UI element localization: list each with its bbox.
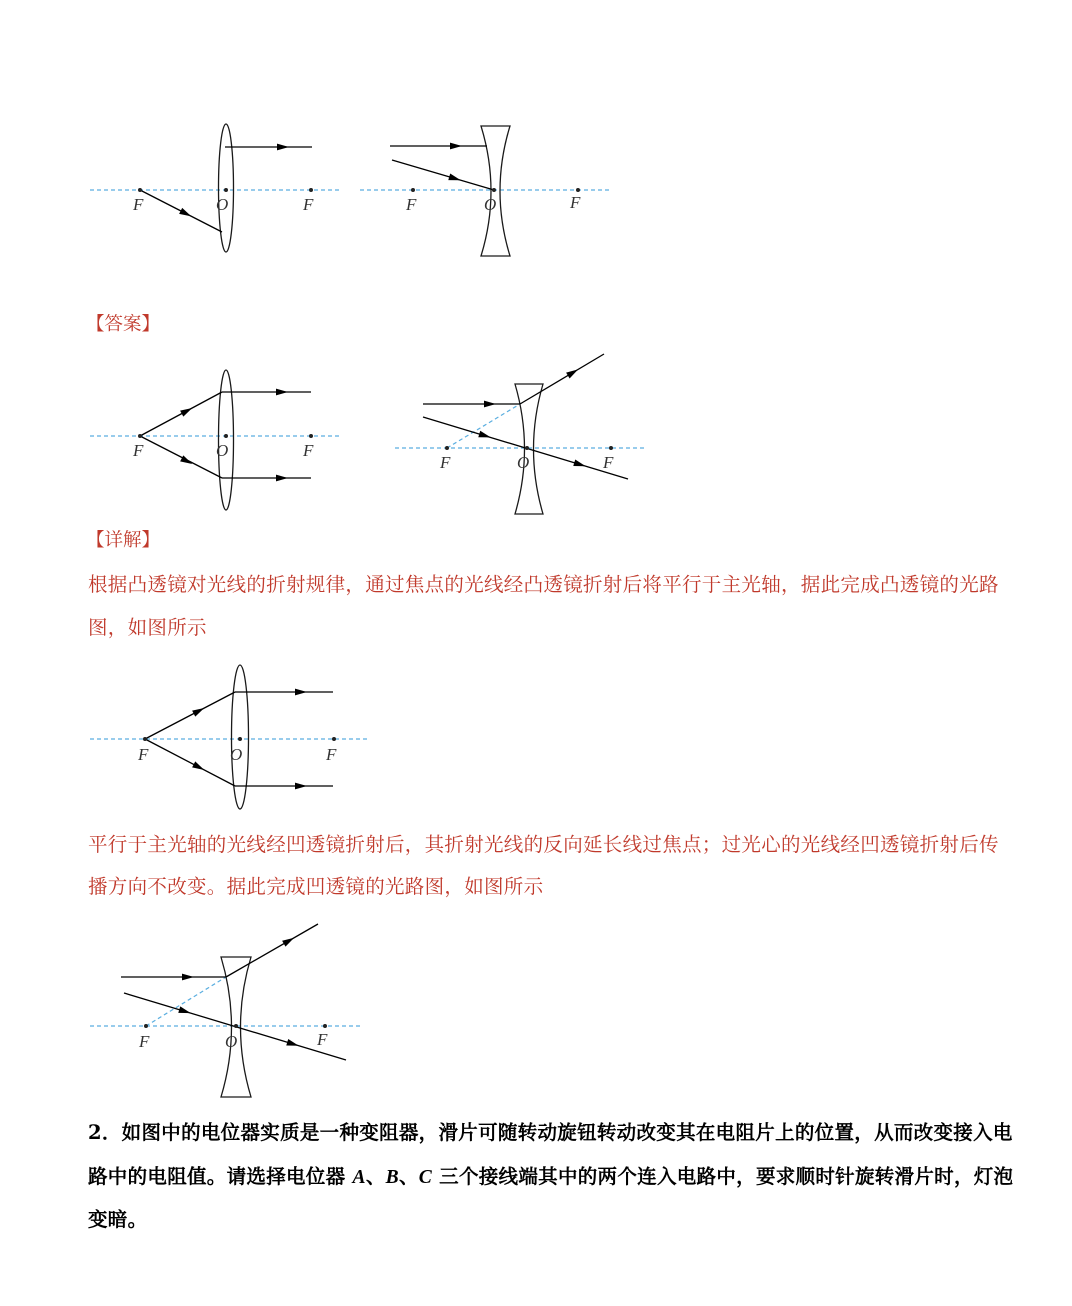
- optical-center-point: [525, 446, 529, 450]
- focal-point: [609, 446, 613, 450]
- focal-point: [309, 434, 313, 438]
- ray-direction-arrow-icon: [277, 144, 289, 151]
- ray-direction-arrow-icon: [192, 761, 206, 773]
- optical-center-label: O: [216, 441, 229, 460]
- focal-point: [332, 737, 336, 741]
- answer-heading: 【答案】: [86, 314, 161, 335]
- ray-direction-arrow-icon: [286, 1039, 299, 1049]
- ray-direction-arrow-icon: [282, 935, 296, 947]
- ray-direction-arrow-icon: [566, 367, 580, 379]
- answer-concave-lens-figure: [395, 354, 645, 514]
- optical-center-label: O: [517, 453, 530, 472]
- light-ray: [140, 436, 222, 478]
- focus-label: F: [570, 193, 581, 212]
- focus-label: F: [603, 453, 614, 472]
- ray-direction-arrow-icon: [192, 705, 206, 717]
- focus-label: F: [406, 195, 417, 214]
- ray-direction-arrow-icon: [180, 405, 194, 417]
- optical-center-label: O: [230, 745, 243, 764]
- focal-point: [138, 188, 142, 192]
- reverse-extension-line: [146, 977, 226, 1026]
- optical-center-label: O: [484, 195, 497, 214]
- focus-label: F: [133, 195, 144, 214]
- focal-point: [309, 188, 313, 192]
- focal-point: [576, 188, 580, 192]
- focal-point: [323, 1024, 327, 1028]
- ray-direction-arrow-icon: [295, 689, 307, 696]
- ray-direction-arrow-icon: [276, 389, 288, 396]
- optical-center-point: [224, 434, 228, 438]
- question-concave-lens-figure: [360, 126, 612, 256]
- focus-label: F: [133, 441, 144, 460]
- focus-label: F: [303, 441, 314, 460]
- separator: 、: [365, 1165, 386, 1188]
- focus-label: F: [326, 745, 337, 764]
- question2-line-3: 变暗。: [88, 1208, 148, 1231]
- focus-label: F: [440, 453, 451, 472]
- focus-label: F: [317, 1030, 328, 1049]
- ray-direction-arrow-icon: [448, 174, 461, 184]
- question2-line-1: 2．如图中的电位器实质是一种变阻器，滑片可随转动旋钮转动改变其在电阻片上的位置，从而改变接入电: [88, 1121, 1013, 1144]
- explanation-convex-lens-figure: [90, 665, 370, 809]
- separator: 、: [398, 1165, 419, 1188]
- focus-label: F: [138, 745, 149, 764]
- light-ray: [145, 692, 235, 739]
- ray-direction-arrow-icon: [179, 208, 193, 220]
- light-ray: [226, 924, 318, 977]
- explanation-concave-text-line-1: 平行于主光轴的光线经凹透镜折射后，其折射光线的反向延长线过焦点；过光心的光线经凹透镜折射后传: [88, 833, 999, 856]
- light-ray: [392, 160, 494, 190]
- terminal-b-label: B: [385, 1167, 399, 1188]
- ray-direction-arrow-icon: [484, 401, 496, 408]
- light-ray: [140, 392, 222, 436]
- focal-point: [138, 434, 142, 438]
- terminal-a-label: A: [352, 1167, 366, 1188]
- optical-center-label: O: [225, 1032, 238, 1051]
- optical-center-point: [234, 1024, 238, 1028]
- explanation-concave-lens-figure: [90, 924, 362, 1097]
- ray-direction-arrow-icon: [573, 460, 586, 470]
- ray-direction-arrow-icon: [182, 974, 194, 981]
- question2-line-2-before: 路中的电阻值。请选择电位器: [88, 1165, 353, 1188]
- focus-label: F: [139, 1032, 150, 1051]
- focus-label: F: [303, 195, 314, 214]
- ray-direction-arrow-icon: [478, 431, 491, 441]
- focal-point: [143, 737, 147, 741]
- explanation-concave-text-line-2: 播方向不改变。据此完成凹透镜的光路图，如图所示: [88, 875, 544, 898]
- light-ray: [520, 354, 604, 404]
- ray-direction-arrow-icon: [295, 783, 307, 790]
- question2-line-2-after: 三个接线端其中的两个连入电路中，要求顺时针旋转滑片时，灯泡: [432, 1165, 1014, 1188]
- focal-point: [411, 188, 415, 192]
- optical-center-point: [238, 737, 242, 741]
- optical-center-label: O: [216, 195, 229, 214]
- optical-center-point: [224, 188, 228, 192]
- explanation-convex-text-line-1: 根据凸透镜对光线的折射规律，通过焦点的光线经凸透镜折射后将平行于主光轴，据此完成凸透镜的光路: [88, 573, 999, 596]
- focal-point: [144, 1024, 148, 1028]
- ray-direction-arrow-icon: [276, 475, 288, 482]
- ray-direction-arrow-icon: [178, 1006, 191, 1016]
- focal-point: [445, 446, 449, 450]
- question-convex-lens-figure: [90, 124, 340, 252]
- reverse-extension-line: [447, 404, 520, 448]
- answer-convex-lens-figure: [90, 370, 340, 510]
- light-ray: [145, 739, 235, 786]
- explanation-heading: 【详解】: [86, 530, 161, 551]
- ray-direction-arrow-icon: [450, 143, 462, 150]
- optical-center-point: [492, 188, 496, 192]
- question2-line-2: [88, 1165, 1013, 1190]
- explanation-convex-text-line-2: 图，如图所示: [88, 616, 207, 639]
- terminal-c-label: C: [418, 1167, 433, 1188]
- convex-lens: [219, 370, 234, 510]
